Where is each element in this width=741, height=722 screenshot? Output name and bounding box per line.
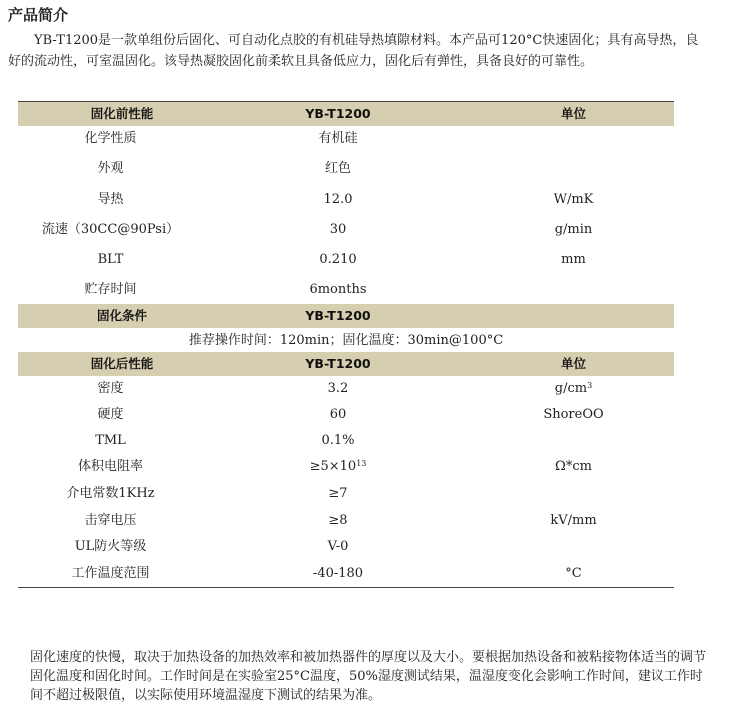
before-cure-header <box>18 102 674 126</box>
property-unit <box>473 277 674 303</box>
property-unit <box>473 481 674 507</box>
property-name: 介电常数1KHz <box>66 486 155 501</box>
property-name: UL防火等级 <box>74 539 147 554</box>
table-row <box>18 217 674 243</box>
property-value: 0.210 <box>319 252 357 267</box>
property-value: ≥7 <box>328 486 348 501</box>
property-name: 体积电阻率 <box>77 459 143 474</box>
footer-note: 固化速度的快慢，取决于加热设备的加热效率和被加热器件的厚度以及大小。要根据加热设备和被粘接物体适当的调节固化温度和固化时间。工作时间是在实验室25°C温度，50%湿度测试结果，温湿度变化会影响工作时间，建议工作时间不超过极限值，以实际使用环境温湿度下测试的结果为准。 <box>30 650 707 703</box>
before-header-unit: 单位 <box>560 106 586 121</box>
property-unit: Ω*cm <box>555 459 592 474</box>
property-name: 化学性质 <box>84 131 137 146</box>
property-value: V-0 <box>327 539 349 554</box>
property-unit: °C <box>565 566 582 581</box>
property-name: 流速（30CC@90Psi） <box>41 222 180 237</box>
table-row <box>18 508 674 534</box>
property-unit: mm <box>561 252 586 267</box>
intro-paragraph: YB-T1200是一款单组份后固化、可自动化点胶的有机硅导热填隙材料。本产品可120°C快速固化；具有高导热，良好的流动性，可室温固化。该导热凝胶固化前柔软且具备低应力，固化后有弹性，具备良好的可靠性。 <box>8 33 699 69</box>
table-row <box>18 376 674 402</box>
property-unit <box>473 156 674 182</box>
property-value: 6months <box>309 282 367 297</box>
property-unit: ShoreOO <box>543 407 604 422</box>
property-name: 硬度 <box>97 407 124 422</box>
before-header-property: 固化前性能 <box>90 106 154 121</box>
table-bottom-rule <box>18 587 674 588</box>
property-value: 30 <box>329 222 347 237</box>
property-name: 导热 <box>97 192 124 207</box>
property-name: 贮存时间 <box>84 282 137 297</box>
property-value: 12.0 <box>323 192 353 207</box>
curing-header-label: 固化条件 <box>96 308 147 323</box>
property-unit: $g/cm^3$ <box>554 381 593 396</box>
property-unit <box>473 428 674 454</box>
table-row <box>18 454 674 480</box>
table-row <box>18 187 674 213</box>
property-unit: g/min <box>554 222 593 237</box>
property-name: BLT <box>97 252 124 267</box>
table-row <box>18 428 674 454</box>
after-header-product: YB-T1200 <box>305 356 371 371</box>
table-row <box>18 156 674 182</box>
property-value: -40-180 <box>312 566 364 581</box>
before-header-product: YB-T1200 <box>305 106 371 121</box>
after-header-unit: 单位 <box>560 356 586 371</box>
property-value: 有机硅 <box>318 131 358 146</box>
section-title: 产品简介 <box>8 6 69 24</box>
property-value: 0.1% <box>321 433 355 448</box>
property-value: 红色 <box>324 161 351 176</box>
curing-note: 推荐操作时间：120min；固化温度：30min@100°C <box>188 333 504 348</box>
curing-header-product: YB-T1200 <box>305 308 371 323</box>
curing-header <box>18 304 674 328</box>
property-value: 3.2 <box>327 381 349 396</box>
table-row <box>18 247 674 273</box>
after-header-property: 固化后性能 <box>90 356 154 371</box>
property-value: ≥8 <box>328 513 348 528</box>
table-row <box>18 561 674 587</box>
property-value: $\ge 5\times 10^{13}$ <box>309 459 367 474</box>
property-unit <box>473 126 674 152</box>
after-cure-header <box>18 352 674 376</box>
table-row <box>18 277 674 303</box>
property-name: TML <box>95 433 126 448</box>
table-row <box>18 402 674 428</box>
property-unit: kV/mm <box>550 513 597 528</box>
table-row <box>18 126 674 152</box>
property-name: 工作温度范围 <box>71 566 150 581</box>
property-name: 外观 <box>97 161 124 176</box>
property-value: 60 <box>329 407 347 422</box>
table-row <box>18 481 674 507</box>
property-name: 密度 <box>97 381 124 396</box>
property-name: 击穿电压 <box>84 513 137 528</box>
table-row <box>18 534 674 560</box>
property-unit <box>473 534 674 560</box>
property-unit: W/mK <box>553 192 594 207</box>
